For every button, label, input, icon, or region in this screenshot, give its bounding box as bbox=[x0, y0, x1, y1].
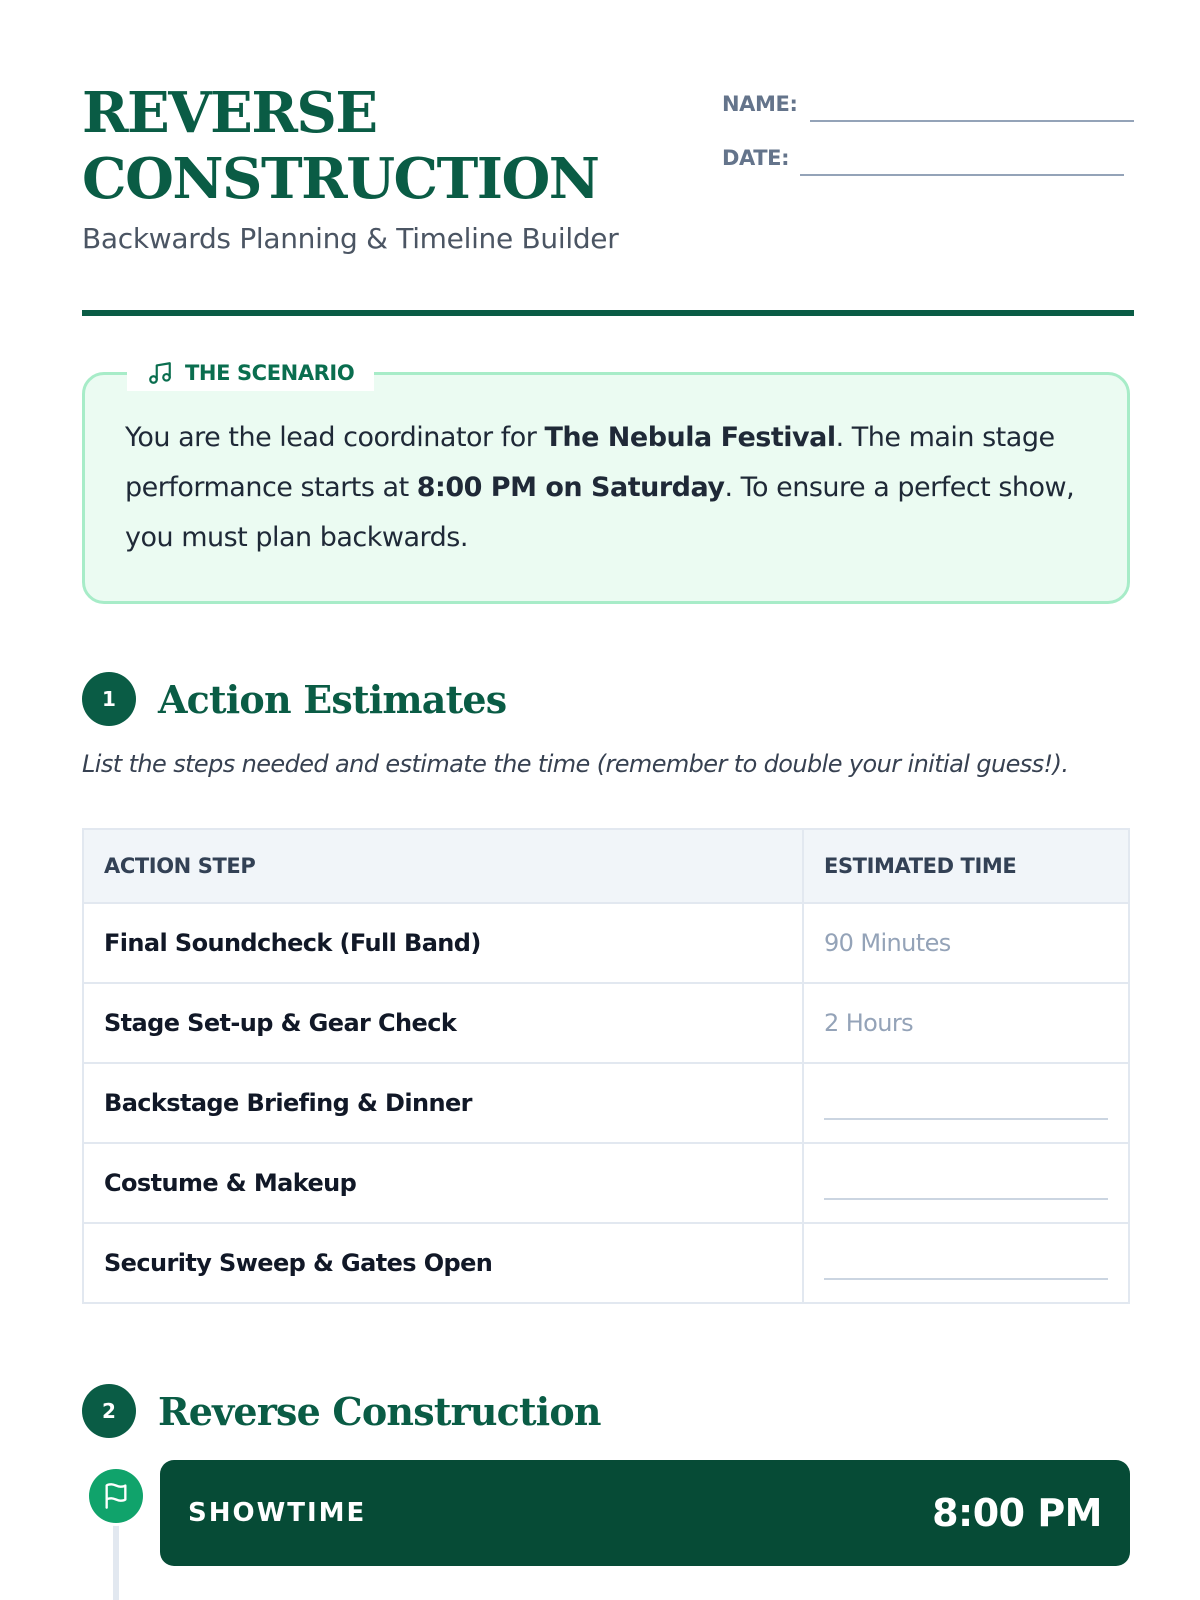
table-header-row bbox=[83, 829, 1129, 903]
column-header-action-step: ACTION STEP bbox=[83, 829, 803, 903]
estimated-time-field[interactable] bbox=[803, 1143, 1129, 1223]
milestone-label: SHOWTIME bbox=[188, 1498, 367, 1528]
milestone-time: 8:00 PM bbox=[932, 1491, 1102, 1535]
worksheet-page bbox=[82, 0, 1134, 1535]
student-fields bbox=[722, 86, 1134, 194]
table-row bbox=[83, 1223, 1129, 1303]
section-instructions: List the steps needed and estimate the time (remember to double your initial guess!). bbox=[82, 750, 1069, 778]
step-number-badge: 1 bbox=[82, 672, 136, 726]
scenario-legend bbox=[127, 355, 374, 391]
action-step-cell: Costume & Makeup bbox=[83, 1143, 803, 1223]
section-title: Reverse Construction bbox=[158, 1388, 601, 1434]
table-row bbox=[83, 1143, 1129, 1223]
action-step-cell: Stage Set-up & Gear Check bbox=[83, 983, 803, 1063]
music-note-icon bbox=[147, 360, 173, 386]
blank-answer-line[interactable] bbox=[824, 1258, 1108, 1280]
page-title bbox=[82, 80, 618, 212]
action-step-cell: Backstage Briefing & Dinner bbox=[83, 1063, 803, 1143]
timeline-marker-circle bbox=[89, 1469, 143, 1523]
step-number-badge: 2 bbox=[82, 1384, 136, 1438]
section-2-heading bbox=[82, 1384, 601, 1438]
estimated-time-field[interactable]: 90 Minutes bbox=[803, 903, 1129, 983]
table-row bbox=[83, 983, 1129, 1063]
blank-answer-line[interactable] bbox=[824, 1098, 1108, 1120]
section-title: Action Estimates bbox=[158, 676, 507, 722]
title-line-2: CONSTRUCTION bbox=[82, 146, 599, 212]
scenario-text-1: You are the lead coordinator for bbox=[125, 422, 545, 453]
scenario-box bbox=[82, 361, 1130, 604]
date-field[interactable] bbox=[800, 144, 1124, 176]
estimated-time-field[interactable]: 2 Hours bbox=[803, 983, 1129, 1063]
timeline-connector bbox=[113, 1520, 119, 1600]
flag-icon bbox=[102, 1482, 130, 1510]
blank-answer-line[interactable] bbox=[824, 1178, 1108, 1200]
action-step-cell: Security Sweep & Gates Open bbox=[83, 1223, 803, 1303]
action-step-cell: Final Soundcheck (Full Band) bbox=[83, 903, 803, 983]
timeline-marker bbox=[86, 1466, 146, 1526]
date-label: DATE: bbox=[722, 146, 790, 170]
header-divider bbox=[82, 310, 1134, 316]
date-field-row bbox=[722, 140, 1134, 176]
scenario-text bbox=[125, 413, 1085, 563]
showtime-milestone bbox=[160, 1460, 1130, 1566]
scenario-text-3: . To ensure a perfect show, you must plan backwards. bbox=[125, 472, 1075, 553]
title-block bbox=[82, 80, 618, 255]
estimated-time-field[interactable] bbox=[803, 1223, 1129, 1303]
column-header-estimated-time: ESTIMATED TIME bbox=[803, 829, 1129, 903]
name-field-row bbox=[722, 86, 1134, 122]
scenario-showtime: 8:00 PM on Saturday bbox=[416, 472, 725, 503]
scenario-festival-name: The Nebula Festival bbox=[544, 422, 836, 453]
estimates-table bbox=[82, 828, 1130, 1304]
page-subtitle: Backwards Planning & Timeline Builder bbox=[82, 222, 619, 255]
name-label: NAME: bbox=[722, 92, 798, 116]
estimated-time-field[interactable] bbox=[803, 1063, 1129, 1143]
title-line-1: REVERSE bbox=[82, 80, 377, 146]
name-field[interactable] bbox=[810, 90, 1134, 122]
scenario-heading: THE SCENARIO bbox=[185, 361, 355, 385]
scenario-text-2: . The main stage performance starts at bbox=[125, 422, 1055, 503]
section-1-heading bbox=[82, 672, 506, 726]
table-row bbox=[83, 1063, 1129, 1143]
table-row bbox=[83, 903, 1129, 983]
header bbox=[82, 0, 1134, 318]
